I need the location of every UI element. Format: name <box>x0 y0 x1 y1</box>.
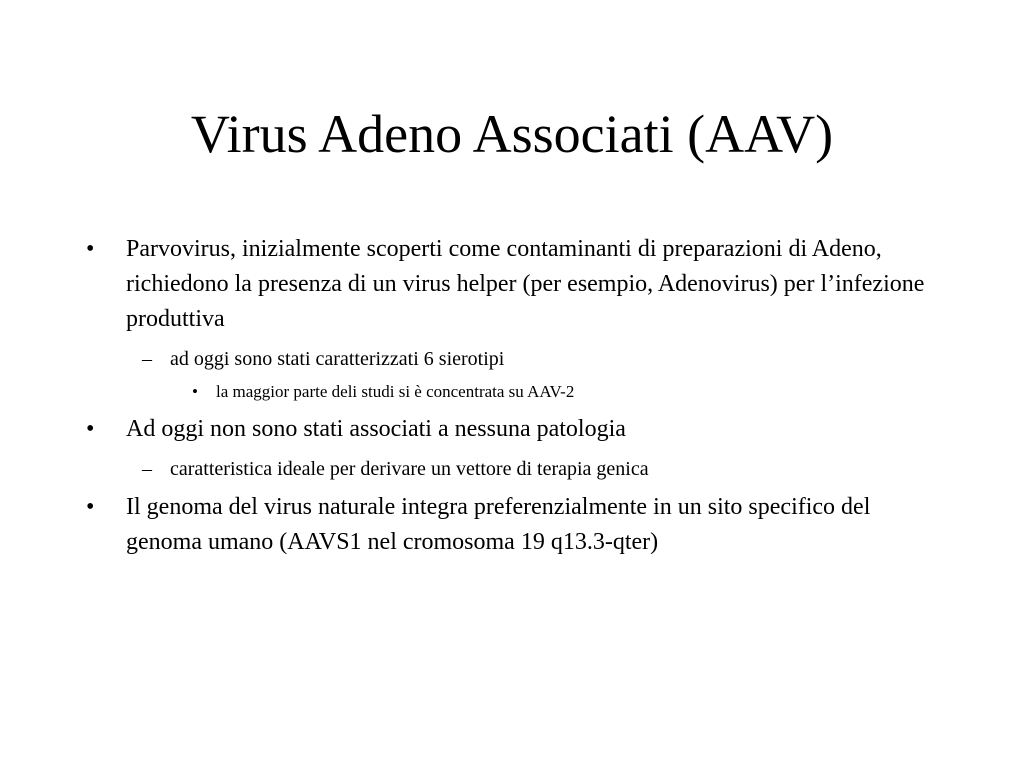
slide-body <box>82 232 942 568</box>
bullet-item <box>82 412 942 447</box>
sub-bullet-item <box>82 455 942 484</box>
bullet-icon: • <box>86 416 95 442</box>
bullet-text: Il genoma del virus naturale integra preferenzialmente in un sito specifico del genoma umano (AAVS1 nel cromosoma 19 q13.3-qter) <box>126 494 871 555</box>
dash-icon: – <box>142 348 152 370</box>
slide-title: Virus Adeno Associati (AAV) <box>190 104 834 164</box>
sub-bullet-text: caratteristica ideale per derivare un vettore di terapia genica <box>170 458 649 480</box>
sub-bullet-text: ad oggi sono stati caratterizzati 6 sierotipi <box>170 348 505 370</box>
bullet-icon: • <box>192 382 198 401</box>
sub-sub-bullet-item <box>82 380 942 404</box>
bullet-text: Ad oggi non sono stati associati a nessuna patologia <box>126 416 626 442</box>
bullet-item <box>82 490 942 560</box>
bullet-icon: • <box>86 494 95 520</box>
dash-icon: – <box>142 458 152 480</box>
bullet-text: Parvovirus, inizialmente scoperti come contaminanti di preparazioni di Adeno, richiedono la presenza di un virus helper (per esempio, Adenovirus) per l’infezione produttiva <box>126 236 925 332</box>
bullet-item <box>82 232 942 337</box>
sub-sub-bullet-text: la maggior parte deli studi si è concentrata su AAV-2 <box>216 382 575 401</box>
bullet-icon: • <box>86 236 95 262</box>
sub-bullet-item <box>82 345 942 374</box>
